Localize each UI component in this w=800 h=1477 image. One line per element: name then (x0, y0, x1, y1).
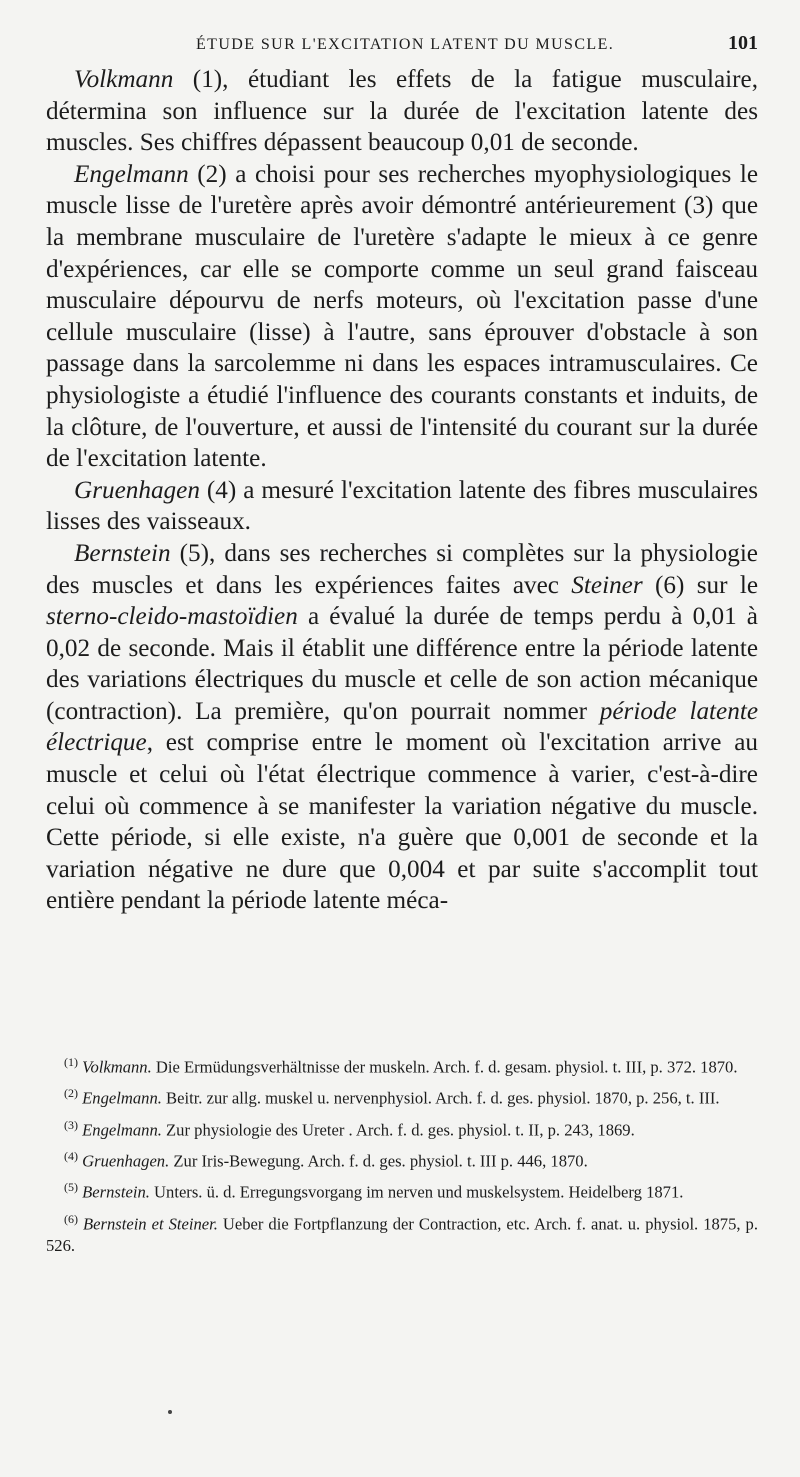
footnote (46, 1083, 758, 1109)
text-run: (5), dans ses recherches si complètes sur la physiologie des muscles et dans les expériences faites avec (46, 539, 758, 599)
footnote-author: Bernstein et Steiner. (83, 1214, 218, 1234)
text-run: (6) sur le (642, 571, 758, 599)
text-run: , est comprise entre le moment où l'excitation arrive au muscle et celui où l'état électrique commence à varier, c'est-à-dire celui où commence à se manifester la variation négative du muscle. Cette période, si elle existe, n'a guère que 0,001 de seconde et la variation négative ne dure que 0,004 et par suite s'accomplit tout entière pendant la période latente méca- (46, 729, 758, 915)
italic-text: Volkmann (74, 66, 174, 93)
footnote-author: Volkmann. (82, 1057, 152, 1077)
footnote (46, 1115, 758, 1141)
paragraph (46, 538, 758, 917)
footnote-text: Beitr. zur allg. muskel u. nervenphysiol. Arch. f. d. ges. physiol. 1870, p. 256, t. III. (161, 1088, 720, 1108)
footnotes (46, 1052, 758, 1262)
footnote-text: Ueber die Fortpflanzung der Contraction, etc. Arch. f. anat. u. physiol. 1875, p. 526. (46, 1214, 758, 1255)
footnote (46, 1209, 758, 1257)
text-run: a évalué la durée de temps perdu à 0,01 à 0,02 de seconde. Mais il établit une différence entre la période latente des variations électriques du muscle et celle de son action mécanique (contraction). La première, qu'on pourrait nommer (46, 603, 758, 725)
footnote-number: (5) (64, 1180, 78, 1195)
footnote-number: (3) (64, 1117, 78, 1132)
text-run: (1), étudiant les effets de la fatigue musculaire, détermina son influence sur la durée de l'excitation latente des muscles. Ses chiffres dépassent beaucoup 0,01 de seconde. (46, 66, 758, 157)
footnote-author: Gruenhagen. (82, 1151, 170, 1171)
italic-text: Gruenhagen (74, 476, 200, 504)
footnote-number: (1) (64, 1055, 78, 1069)
page-number: 101 (728, 32, 758, 54)
italic-text: Engelmann (74, 160, 189, 188)
printer-mark (168, 1410, 172, 1414)
text-run: (4) a mesuré l'excitation latente des fibres musculaires lisses des vaisseaux. (46, 476, 758, 536)
footnote-number: (4) (64, 1148, 78, 1163)
footnote-author: Bernstein. (82, 1182, 150, 1202)
footnote-text: Die Ermüdungsverhältnisse der muskeln. Arch. f. d. gesam. physiol. t. III, p. 372. 1870. (151, 1057, 738, 1077)
footnote-number: (2) (64, 1086, 78, 1101)
italic-text: Bernstein (74, 539, 171, 567)
page (46, 30, 758, 917)
footnote (46, 1052, 758, 1078)
footnote-text: Zur Iris-Bewegung. Arch. f. d. ges. physiol. t. III p. 446, 1870. (169, 1151, 588, 1171)
footnote (46, 1177, 758, 1203)
page-header (46, 30, 758, 60)
running-title: ÉTUDE SUR L'EXCITATION LATENT DU MUSCLE. (196, 36, 615, 53)
italic-text: période latente électrique (46, 697, 759, 757)
footnote-author: Engelmann. (82, 1088, 162, 1108)
footnote (46, 1146, 758, 1172)
footnote-author: Engelmann. (82, 1120, 162, 1140)
footnote-text: Unters. ü. d. Erregungsvorgang im nerven und muskelsystem. Heidelberg 1871. (149, 1182, 684, 1202)
footnote-text: Zur physiologie des Ureter . Arch. f. d. ges. physiol. t. II, p. 243, 1869. (161, 1120, 635, 1140)
italic-text: Steiner (571, 571, 643, 599)
paragraph (46, 159, 758, 475)
body-text (46, 64, 758, 917)
paragraph (46, 64, 758, 159)
text-run: (2) a choisi pour ses recherches myophysiologiques le muscle lisse de l'uretère après avoir démontré antérieurement (3) que la membrane musculaire de l'uretère s'adapte le mieux à ce genre d'expériences, car elle se comporte comme un seul grand faisceau musculaire dépourvu de nerfs moteurs, où l'excitation passe d'une cellule musculaire (lisse) à l'autre, sans éprouver d'obstacle à son passage dans la sarcolemme ni dans les espaces intramusculaires. Ce physiologiste a étudié l'influence des courants constants et induits, de la clôture, de l'ouverture, et aussi de l'intensité du courant sur la durée de l'excitation latente. (46, 160, 758, 473)
footnote-number: (6) (64, 1211, 78, 1226)
italic-text: sterno-cleido-mastoïdien (46, 603, 298, 631)
paragraph (46, 475, 758, 538)
